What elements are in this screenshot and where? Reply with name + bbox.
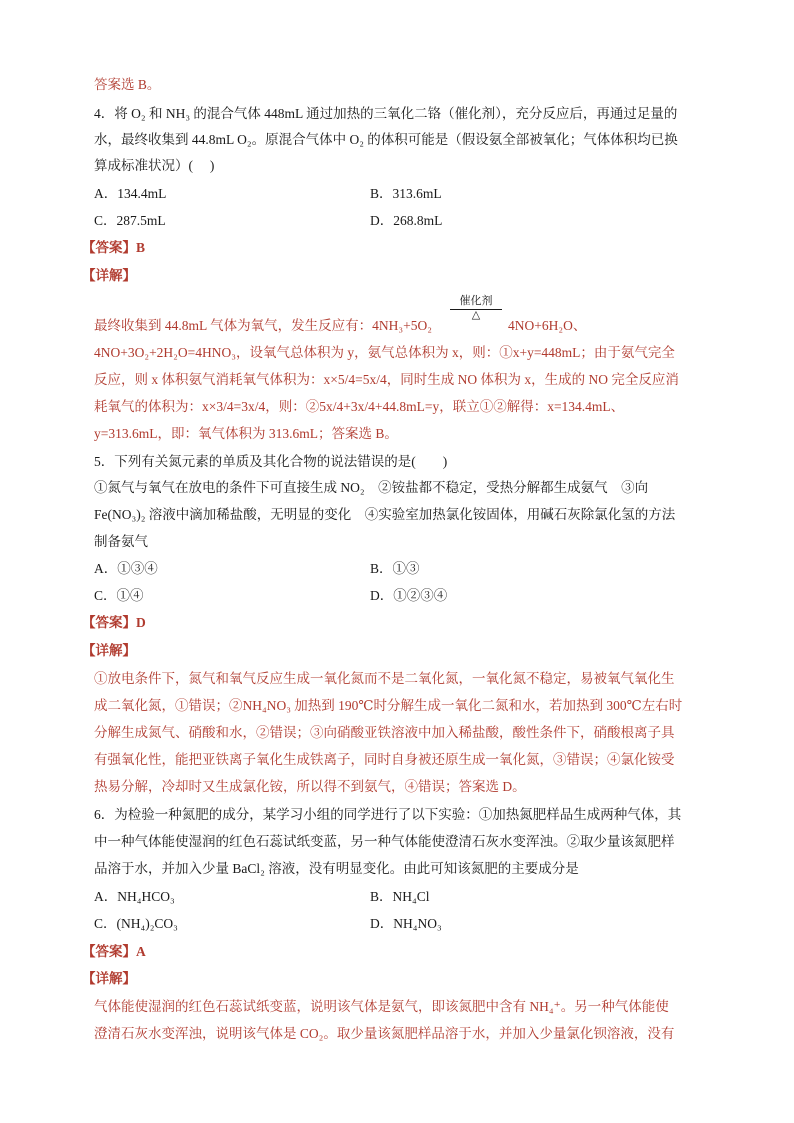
q4-detail-tag: 【详解】 (82, 268, 136, 283)
q6-explanation-line-2: 澄清石灰水变浑浊，说明该气体是 CO₂。取少量该氮肥样品溶于水，并加入少量氯化钡溶液，没有 (94, 1026, 675, 1041)
q5-detail-tag: 【详解】 (82, 643, 136, 658)
q5-option-c: C．①④ (94, 588, 144, 603)
q5-stem-line-2: ①氮气与氧气在放电的条件下可直接生成 NO₂ ②铵盐都不稳定，受热分解都生成氨气 ③向 (94, 480, 649, 495)
q5-option-d: D．①②③④ (370, 588, 448, 603)
q5-stem-line-1: 5．下列有关氮元素的单质及其化合物的说法错误的是( ) (94, 454, 448, 469)
q4-answer-tag: 【答案】B (82, 240, 146, 255)
q4-option-c: C．287.5mL (94, 213, 166, 228)
q4-explanation-line-1b: 4NO+6H₂O、 (508, 318, 587, 333)
q5-explanation-line-4: 有强氧化性，能把亚铁离子氧化生成铁离子，同时自身被还原生成一氧化氮，③错误；④氯化铵受 (94, 752, 675, 767)
q6-option-d: D．NH₄NO₃ (370, 916, 442, 931)
catalyst-label: 催化剂 (459, 295, 493, 307)
q4-stem-line-1: 4．将 O₂ 和 NH₃ 的混合气体 448mL 通过加热的三氧化二铬（催化剂），充分反应后，再通过足量的 (94, 106, 678, 121)
q6-stem-line-1: 6．为检验一种氮肥的成分，某学习小组的同学进行了以下实验：①加热氮肥样品生成两种气体，其 (94, 807, 682, 822)
q6-option-c: C．(NH₄)₂CO₃ (94, 916, 178, 931)
q4-explanation-line-4: 耗氧气的体积为：x×3/4=3x/4，则：②5x/4+3x/4+44.8mL=y，联立①②解得：x=134.4mL、 (94, 399, 625, 414)
q4-stem-line-2: 水，最终收集到 44.8mL O₂。原混合气体中 O₂ 的体积可能是（假设氨全部被氧化；气体体积均已换 (94, 132, 678, 147)
q6-answer-tag: 【答案】A (82, 944, 146, 959)
q4-explanation-line-1a: 最终收集到 44.8mL 气体为氧气，发生反应有：4NH₃+5O₂ (94, 318, 432, 333)
heat-symbol: △ (471, 309, 481, 321)
q4-option-a: A．134.4mL (94, 186, 167, 201)
q6-option-a: A．NH₄HCO₃ (94, 889, 175, 904)
q6-stem-line-2: 中一种气体能使湿润的红色石蕊试纸变蓝，另一种气体能使澄清石灰水变浑浊。②取少量该氮肥样 (94, 834, 675, 849)
q4-option-b: B．313.6mL (370, 186, 442, 201)
q4-explanation-line-2: 4NO+3O₂+2H₂O=4HNO₃，设氧气总体积为 y，氨气总体积为 x，则：①x+y=448mL；由于氨气完全 (94, 345, 675, 360)
q5-option-a: A．①③④ (94, 561, 158, 576)
q6-option-b: B．NH₄Cl (370, 889, 430, 904)
q5-explanation-line-5: 热易分解，冷却时又生成氯化铵，所以得不到氨气，④错误；答案选 D。 (94, 779, 526, 794)
q5-answer-tag: 【答案】D (82, 615, 146, 630)
q4-explanation-line-3: 反应，则 x 体积氨气消耗氧气体积为：x×5/4=5x/4，同时生成 NO 体积为 x，生成的 NO 完全反应消 (94, 372, 679, 387)
q6-stem-line-3: 品溶于水，并加入少量 BaCl₂ 溶液，没有明显变化。由此可知该氮肥的主要成分是 (94, 861, 579, 876)
q5-explanation-line-1: ①放电条件下，氮气和氧气反应生成一氧化氮而不是二氧化氮，一氧化氮不稳定，易被氧气氧化生 (94, 671, 675, 686)
q5-stem-line-3: Fe(NO₃)₂ 溶液中滴加稀盐酸，无明显的变化 ④实验室加热氯化铵固体，用碱石灰除氯化氢的方法 (94, 507, 676, 522)
catalyst-condition (450, 292, 502, 321)
q4-stem-line-3: 算成标准状况）( ) (94, 158, 215, 173)
q5-explanation-line-3: 分解生成氮气、硝酸和水，②错误；③向硝酸亚铁溶液中加入稀盐酸，酸性条件下，硝酸根离子具 (94, 725, 675, 740)
previous-answer-line: 答案选 B。 (94, 77, 161, 92)
q6-detail-tag: 【详解】 (82, 971, 136, 986)
q5-stem-line-4: 制备氨气 (94, 534, 148, 549)
q4-explanation-line-5: y=313.6mL，即：氧气体积为 313.6mL；答案选 B。 (94, 426, 398, 441)
q5-option-b: B．①③ (370, 561, 420, 576)
q4-option-d: D．268.8mL (370, 213, 443, 228)
q5-explanation-line-2: 成二氧化氮，①错误；②NH₄NO₃ 加热到 190℃时分解生成一氧化二氮和水，若加热到 300℃左右时 (94, 698, 683, 713)
q6-explanation-line-1: 气体能使湿润的红色石蕊试纸变蓝，说明该气体是氨气，即该氮肥中含有 NH₄⁺。另一种气体能使 (94, 999, 669, 1014)
